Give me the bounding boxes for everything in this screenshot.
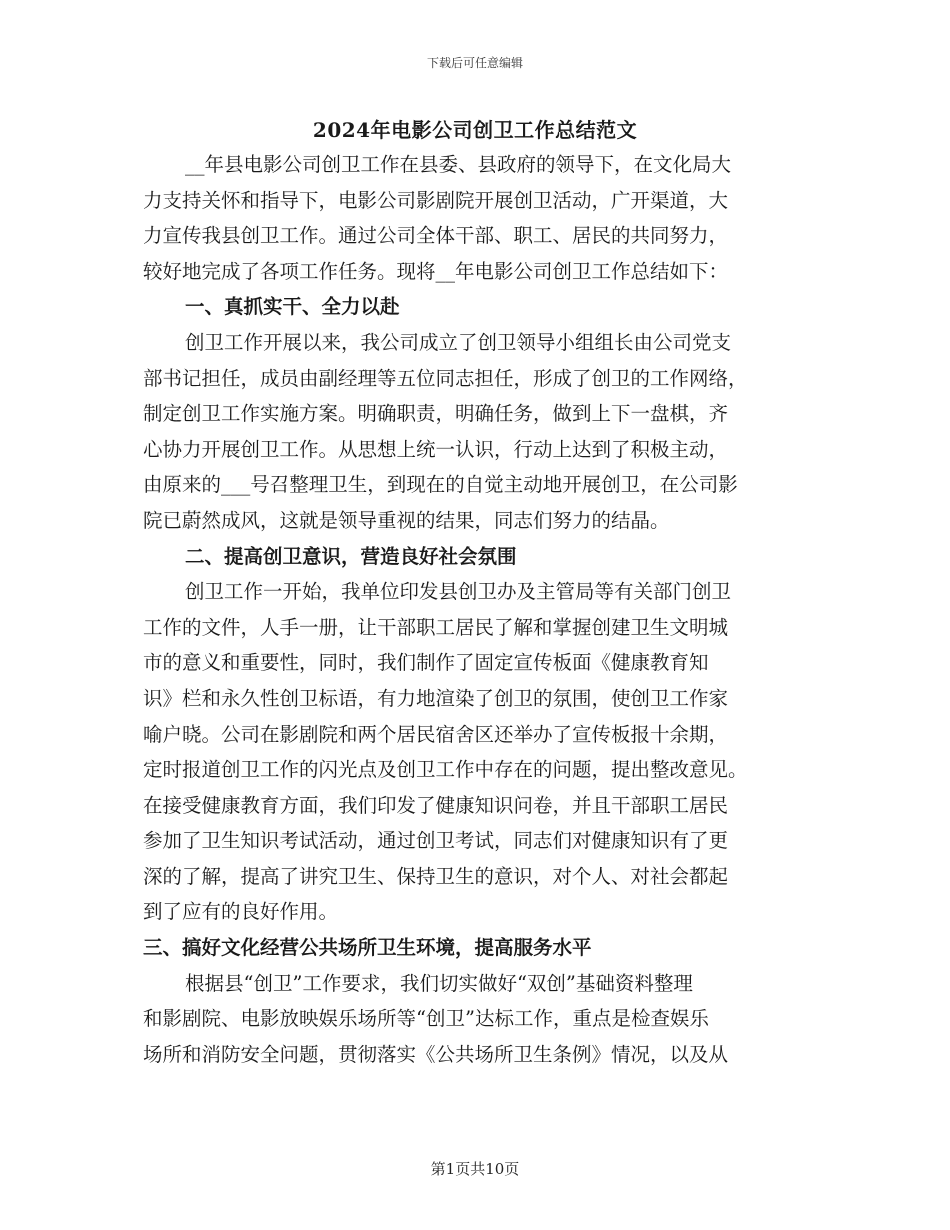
paragraph-line: 深的了解，提高了讲究卫生、保持卫生的意识，对个人、对社会都起 [143,864,729,888]
paragraph-line: 参加了卫生知识考试活动，通过创卫考试，同志们对健康知识有了更 [143,829,729,853]
paragraph-line: 院已蔚然成风，这就是领导重视的结果，同志们努力的结晶。 [143,508,670,532]
paragraph-line: 识》栏和永久性创卫标语，有力地渲染了创卫的氛围，使创卫工作家 [143,686,729,710]
paragraph-line: 由原来的___号召整理卫生，到现在的自觉主动地开展创卫，在公司影 [143,473,738,497]
section-heading-2: 二、提高创卫意识，营造良好社会氛围 [185,544,517,568]
paragraph-line: 创卫工作一开始，我单位印发县创卫办及主管局等有关部门创卫 [185,580,732,604]
page-footer: 第1页共10页 [430,1160,520,1178]
paragraph-line: 场所和消防安全问题，贯彻落实《公共场所卫生条例》情况，以及从 [143,1042,729,1066]
paragraph-line: 在接受健康教育方面，我们印发了健康知识问卷，并且干部职工居民 [143,793,729,817]
paragraph-line: 部书记担任，成员由副经理等五位同志担任，形成了创卫的工作网络， [143,366,748,390]
paragraph-line: 定时报道创卫工作的闪光点及创卫工作中存在的问题，提出整改意见。 [143,758,748,782]
section-heading-3: 三、搞好文化经营公共场所卫生环境，提高服务水平 [143,936,592,960]
paragraph-line: 和影剧院、电影放映娱乐场所等“创卫”达标工作，重点是检查娱乐 [143,1007,709,1031]
paragraph-line: 喻户晓。公司在影剧院和两个居民宿舍区还举办了宣传板报十余期， [143,722,729,746]
paragraph-line: 力支持关怀和指导下，电影公司影剧院开展创卫活动，广开渠道，大 [143,188,729,212]
paragraph-line: 工作的文件，人手一册，让干部职工居民了解和掌握创建卫生文明城 [143,615,729,639]
paragraph-line: 到了应有的良好作用。 [143,900,339,924]
paragraph-line: 心协力开展创卫工作。从思想上统一认识，行动上达到了积极主动， [143,437,729,461]
paragraph-line: __年县电影公司创卫工作在县委、县政府的领导下，在文化局大 [185,153,732,176]
document-title: 2024年电影公司创卫工作总结范文 [312,118,638,142]
section-heading-1: 一、真抓实干、全力以赴 [185,295,400,319]
paragraph-line: 较好地完成了各项工作任务。现将__年电影公司创卫工作总结如下： [143,259,729,283]
paragraph-line: 力宣传我县创卫工作。通过公司全体干部、职工、居民的共同努力， [143,224,729,248]
paragraph-line: 创卫工作开展以来，我公司成立了创卫领导小组组长由公司党支 [185,330,732,354]
paragraph-line: 市的意义和重要性，同时，我们制作了固定宣传板面《健康教育知 [143,651,709,675]
document-body [143,147,815,1072]
paragraph-line: 制定创卫工作实施方案。明确职责，明确任务，做到上下一盘棋，齐 [143,402,729,426]
paragraph-line: 根据县“创卫”工作要求，我们切实做好“双创”基础资料整理 [185,971,693,995]
header-note: 下载后可任意编辑 [426,56,523,70]
